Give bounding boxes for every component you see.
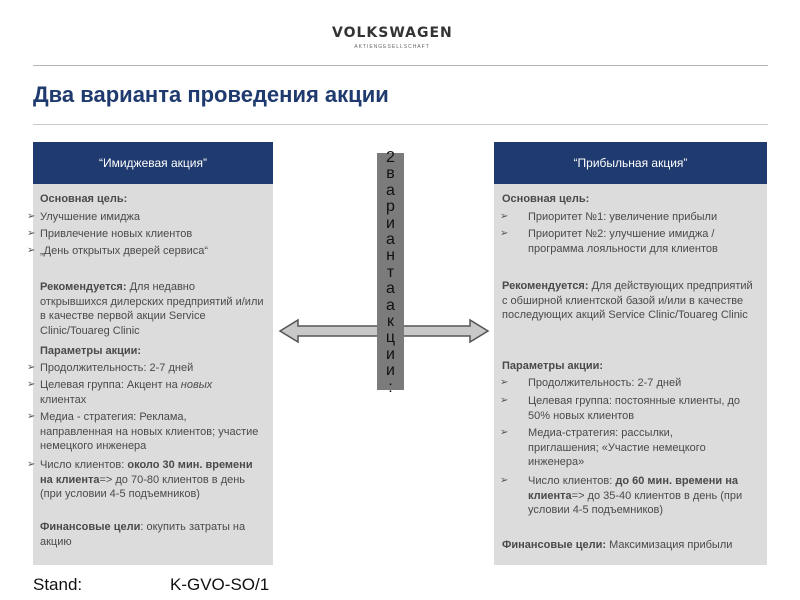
left-financial-label: Финансовые цели bbox=[40, 521, 141, 533]
right-recommend bbox=[502, 279, 754, 323]
right-goal-1: Приоритет №1: увеличение прибыли bbox=[528, 211, 718, 223]
bullet-arrow-icon: ➢ bbox=[27, 379, 36, 390]
center-vertical-char: н bbox=[386, 247, 395, 265]
center-vertical-char: т bbox=[386, 263, 395, 281]
left-param-media: Медиа - стратегия: Реклама, направленная на новых клиентов; участие немецкого инженера bbox=[40, 411, 259, 452]
bullet-arrow-icon: ➢ bbox=[500, 211, 509, 222]
right-financial-label: Финансовые цели: bbox=[502, 539, 607, 551]
bullet-arrow-icon: ➢ bbox=[500, 395, 509, 406]
left-param-count-a: Число клиентов: bbox=[40, 459, 128, 471]
bullet-arrow-icon: ➢ bbox=[27, 245, 36, 256]
center-vertical-char: и bbox=[386, 362, 395, 380]
center-vertical-char: и bbox=[386, 345, 395, 363]
left-goal-2: Привлечение новых клиентов bbox=[40, 228, 193, 240]
left-param-target-a: Целевая группа: Акцент на bbox=[40, 379, 181, 391]
center-vertical-char: а bbox=[386, 181, 395, 199]
left-param-count bbox=[40, 458, 262, 502]
brand-subtitle: AKTIENGESELLSCHAFT bbox=[354, 44, 430, 50]
left-recommend-label: Рекомендуется: bbox=[40, 281, 127, 293]
left-goal-3: „День открытых дверей сервиса“ bbox=[40, 245, 209, 257]
right-param-count bbox=[528, 474, 760, 518]
bullet-arrow-icon: ➢ bbox=[500, 427, 509, 438]
right-recommend-label: Рекомендуется: bbox=[502, 280, 589, 292]
bullet-arrow-icon: ➢ bbox=[500, 377, 509, 388]
left-column-header bbox=[33, 142, 273, 184]
stand-label: Stand: bbox=[33, 575, 83, 594]
right-param-target: Целевая группа: постоянные клиенты, до 50% новых клиентов bbox=[528, 395, 741, 422]
left-goal-label: Основная цель: bbox=[40, 193, 128, 205]
right-financial bbox=[502, 538, 732, 553]
bullet-arrow-icon: ➢ bbox=[27, 459, 36, 470]
center-vertical-char: : bbox=[388, 378, 393, 396]
left-params-label: Параметры акции: bbox=[40, 345, 142, 357]
left-financial bbox=[40, 520, 262, 549]
right-financial-text: Максимизация прибыли bbox=[606, 539, 733, 551]
center-vertical-char: р bbox=[386, 198, 395, 216]
left-recommend-text: Для недавно открывшихся дилерских предприятий и/или в качестве первой акции Service Clinic/Touareg Clinic bbox=[40, 281, 264, 337]
left-param-target-b: новых bbox=[180, 379, 213, 391]
left-param-duration: Продолжительность: 2-7 дней bbox=[40, 362, 194, 374]
center-vertical-text bbox=[377, 150, 404, 396]
right-goal-2: Приоритет №2: улучшение имиджа / программа лояльности для клиентов bbox=[528, 228, 718, 255]
left-param-count-b: около 30 мин. времени на клиента bbox=[40, 459, 253, 486]
right-param-media: Медиа-стратегия: рассылки, приглашения; «Участие немецкого инженера» bbox=[528, 427, 706, 468]
bullet-arrow-icon: ➢ bbox=[27, 211, 36, 222]
center-vertical-char: ц bbox=[385, 329, 396, 347]
right-param-count-a: Число клиентов: bbox=[528, 475, 616, 487]
left-column-body bbox=[27, 184, 273, 565]
top-divider bbox=[33, 65, 768, 66]
right-recommend-text: Для действующих предприятий с обширной клиентской базой и/или в качестве последующих акций Service Clinic/Touareg Clinic bbox=[502, 280, 753, 321]
bullet-arrow-icon: ➢ bbox=[27, 228, 36, 239]
center-vertical-char: в bbox=[386, 165, 395, 183]
page-title: Два варианта проведения акции bbox=[33, 82, 389, 107]
left-financial-text: : окупить затраты на акцию bbox=[40, 521, 246, 548]
left-param-target bbox=[40, 378, 250, 407]
left-header-text: “Имиджевая акция” bbox=[98, 156, 208, 170]
center-vertical-char: и bbox=[386, 214, 395, 232]
right-param-count-b: до 60 мин. времени на клиента bbox=[528, 475, 739, 502]
bullet-arrow-icon: ➢ bbox=[27, 362, 36, 373]
left-param-count-c: => до 70-80 клиентов в день (при условии 4-5 подъемников) bbox=[40, 473, 246, 500]
left-recommend bbox=[40, 280, 265, 338]
right-params-label: Параметры акции: bbox=[502, 360, 604, 372]
bullet-arrow-icon: ➢ bbox=[27, 411, 36, 422]
center-vertical-char: а bbox=[386, 231, 395, 249]
center-vertical-char: 2 bbox=[386, 149, 395, 166]
right-column-header bbox=[494, 142, 767, 184]
center-vertical-char: к bbox=[387, 313, 394, 331]
left-goal-1: Улучшение имиджа bbox=[40, 211, 140, 223]
center-vertical-char: а bbox=[386, 280, 395, 298]
brand-name: VOLKSWAGEN bbox=[332, 25, 453, 41]
left-param-target-c: клиентах bbox=[40, 393, 87, 406]
title-divider bbox=[33, 124, 768, 125]
right-param-count-c: => до 35-40 клиентов в день (при условии 4-5 подъемников) bbox=[528, 489, 743, 516]
document-code: K-GVO-SO/1 bbox=[170, 575, 270, 594]
right-column-body bbox=[494, 184, 767, 565]
bullet-arrow-icon: ➢ bbox=[500, 228, 509, 239]
right-header-text: “Прибыльная акция” bbox=[573, 156, 688, 170]
right-goal-label: Основная цель: bbox=[502, 193, 590, 205]
right-param-duration: Продолжительность: 2-7 дней bbox=[528, 377, 682, 389]
bullet-arrow-icon: ➢ bbox=[500, 475, 509, 486]
center-vertical-char: а bbox=[386, 296, 395, 314]
